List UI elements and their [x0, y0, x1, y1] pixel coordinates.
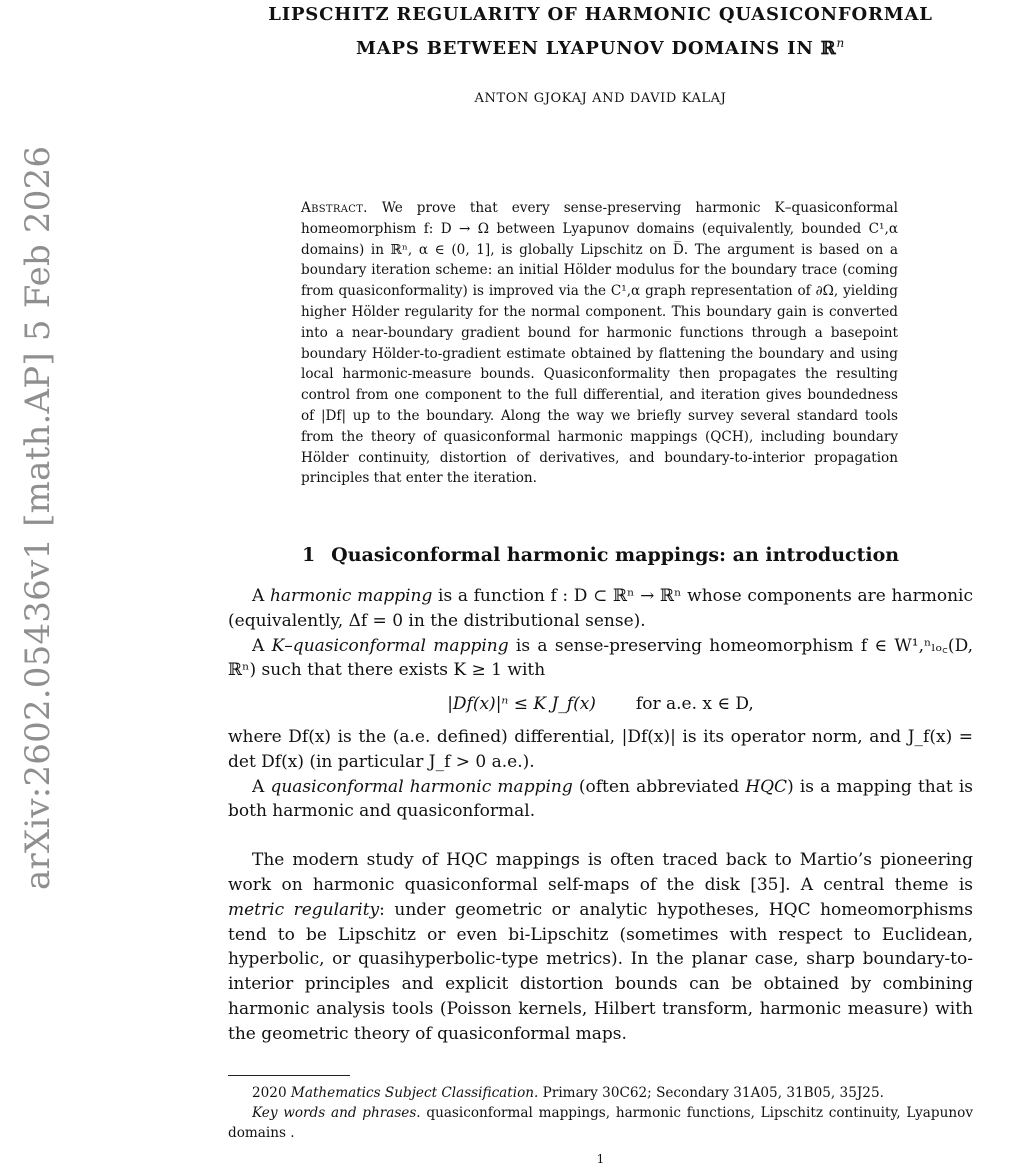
paragraph-hqc-definition	[228, 775, 973, 825]
page-number: 1	[596, 1152, 605, 1166]
term-hqc: HQC	[745, 776, 788, 797]
title-superscript: n	[836, 36, 845, 50]
title-line-2	[228, 29, 973, 63]
footnote-divider	[228, 1075, 350, 1076]
paragraph-harmonic-mapping	[228, 584, 973, 634]
abstract-text: We prove that every sense-preserving harmonic K–quasiconformal homeomorphism f: D → Ω between Lyapunov domains (equivalently, bounded C¹,α domains) in ℝⁿ, α ∈ (0, 1], is globally Lipschitz on D̅. The argument is based on a boundary iteration scheme: an initial Hölder modulus for the boundary trace (coming from quasiconformality) is improved via the C¹,α graph representation of ∂Ω, yielding higher Hölder regularity for the normal component. This boundary gain is converted into a near-boundary gradient bound for harmonic functions through a basepoint boundary Hölder-to-gradient estimate obtained by flattening the boundary and using local harmonic-measure bounds. Quasiconformality then propagates the resulting control from one component to the full differential, and iteration gives boundedness of |Df| up to the boundary. Along the way we briefly survey several standard tools from the theory of quasiconformal harmonic mappings (QCH), including boundary Hölder continuity, distortion of derivatives, and boundary-to-interior propagation principles that enter the iteration.	[301, 200, 899, 487]
title-line-1: LIPSCHITZ REGULARITY OF HARMONIC QUASICONFORMAL	[268, 4, 933, 25]
display-equation	[228, 692, 973, 717]
p5-end: : under geometric or analytic hypotheses, HQC homeomorphisms tend to be Lipschitz or even bi-Lipschitz (sometimes with respect to Euclidean, hyperbolic, or quasihyperbolic-type metrics). In the planar case, sharp boundary-to-interior principles and explicit distortion bounds can be obtained by combining harmonic analysis tools (Poisson kernels, Hilbert transform, harmonic measure) with the geometric theory of quasiconformal maps.	[228, 899, 973, 1044]
keywords-text: quasiconformal mappings, harmonic functions, Lipschitz continuity, Lyapunov domains .	[228, 1105, 973, 1141]
abstract	[301, 198, 898, 489]
abstract-label: Abstract.	[301, 200, 368, 216]
p4-start: A	[252, 776, 271, 797]
msc-codes: Primary 30C62; Secondary 31A05, 31B05, 35J25.	[538, 1085, 884, 1101]
term-harmonic-mapping: harmonic mapping	[269, 586, 433, 606]
paragraph-quasiconformal-mapping	[228, 634, 973, 684]
arxiv-identifier-stamp: arXiv:2602.05436v1 [math.AP] 5 Feb 2026	[18, 145, 58, 890]
equation-condition: for a.e. x ∈ D,	[635, 694, 754, 715]
footnotes	[228, 1083, 973, 1143]
paragraph-history	[228, 848, 973, 1046]
p2-start: A	[252, 635, 272, 656]
keywords-label: Key words and phrases.	[252, 1105, 421, 1121]
p1-start: A	[252, 586, 270, 606]
msc-label: Mathematics Subject Classification.	[290, 1085, 539, 1101]
p1-end: is a function f : D ⊂ ℝⁿ → ℝⁿ whose components are harmonic (equivalently, Δf = 0 in the distributional sense).	[228, 586, 973, 631]
term-metric-regularity: metric regularity	[228, 899, 380, 920]
body-text	[228, 584, 973, 1047]
paper-title	[228, 0, 973, 63]
section-number: 1	[301, 544, 316, 566]
authors-line: ANTON GJOKAJ AND DAVID KALAJ	[474, 91, 727, 106]
footnote-keywords	[228, 1103, 973, 1143]
term-k-quasiconformal: K–quasiconformal mapping	[271, 635, 509, 656]
footnote-msc	[228, 1083, 973, 1103]
section-heading	[228, 544, 973, 566]
paragraph-differential: where Df(x) is the (a.e. defined) differential, |Df(x)| is its operator norm, and J_f(x) = det Df(x) (in particular J_f > 0 a.e.).	[228, 726, 973, 772]
section-title: Quasiconformal harmonic mappings: an introduction	[331, 544, 900, 566]
msc-year: 2020	[252, 1085, 291, 1101]
p4-end: ) is a mapping that is both harmonic and quasiconformal.	[228, 776, 974, 822]
p2-end: is a sense-preserving homeomorphism f ∈ W¹,ⁿₗₒ꜀(D, ℝⁿ) such that there exists K ≥ 1 with	[228, 635, 973, 681]
title-line-2-text: MAPS BETWEEN LYAPUNOV DOMAINS IN ℝ	[356, 38, 837, 59]
equation-inequality: |Df(x)|ⁿ ≤ K J_f(x)	[447, 694, 596, 715]
term-quasiconformal-harmonic: quasiconformal harmonic mapping	[270, 776, 573, 797]
p4-mid: (often abbreviated	[572, 776, 746, 797]
p5-start: The modern study of HQC mappings is often traced back to Martio’s pioneering work on harmonic quasiconformal self-maps of the disk [35]. A central theme is	[228, 850, 973, 895]
